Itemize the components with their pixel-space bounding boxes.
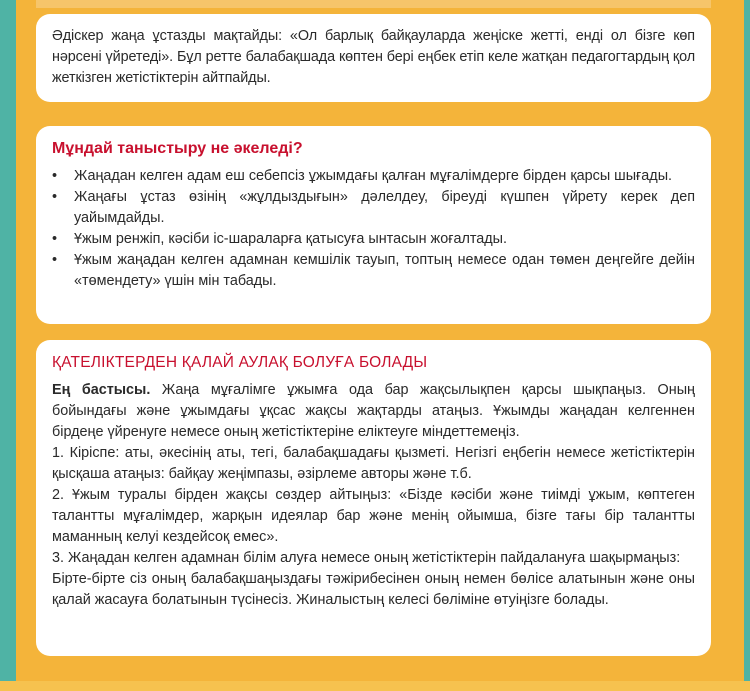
bullet-text: Ұжым ренжіп, кәсіби іс-шараларға қатысуға ынтасын жоғалтады. [74, 231, 508, 247]
bullet-text: Жаңадан келген адам еш себепсіз ұжымдағы қалған мұғалімдерге бірден қарсы шығады. [74, 168, 673, 184]
bottom-band [0, 681, 750, 691]
intro-card [36, 14, 711, 102]
consequences-heading: Мұндай таныстыру не әкеледі? [52, 140, 303, 157]
top-card-edge [36, 0, 711, 8]
list-item [52, 250, 695, 292]
advice-heading: ҚАТЕЛІКТЕРДЕН ҚАЛАЙ АУЛАҚ БОЛУҒА БОЛАДЫ [52, 354, 428, 371]
lead-text: Жаңа мұғалімге ұжымға ода бар жақсылықпен қарсы шықпаңыз. Оның бойындағы және ұжымдағы ұқсас жақсы жақтарды атаңыз. Ұжымды жаңадан келгеннен бірдеңе үйренуге немесе оның жетістіктеріне еліктеуге міндеттемеңіз. [52, 382, 695, 440]
list-item [52, 229, 695, 250]
bullet-icon: • [52, 231, 58, 247]
right-border-stripe [744, 0, 750, 691]
bullet-icon: • [52, 189, 58, 205]
advice-lead-paragraph [52, 380, 695, 443]
bullet-text: Жаңағы ұстаз өзінің «жұлдыздығын» дәлелдеу, біреуді күшпен үйрету керек деп уайымдайды. [74, 189, 695, 226]
consequences-card [36, 126, 711, 324]
left-border-stripe [0, 0, 16, 691]
advice-item-1: 1. Кіріспе: аты, әкесінің аты, тегі, балабақшадағы қызметі. Негізгі еңбегін немесе жетістіктерін қысқаша атаңыз: байқау жеңімпазы, әзірлеме авторы және т.б. [52, 445, 695, 482]
lead-label: Ең бастысы. [52, 382, 151, 398]
advice-item-2: 2. Ұжым туралы бірден жақсы сөздер айтыңыз: «Бізде кәсіби және тиімді ұжым, көптеген талантты мұғалімдер, жарқын идеялар бар және менің ойымша, бізге тағы бір талантты маманның келуі кездейсоқ емес». [52, 487, 695, 545]
list-item [52, 166, 695, 187]
consequences-list [52, 166, 695, 292]
intro-text: Әдіскер жаңа ұстазды мақтайды: «Ол барлық байқауларда жеңіске жетті, енді ол бізге көп нәрсені үйретеді». Бұл ретте балабақшада көптен бері еңбек етіп келе жатқан педагогтардың қол жеткізген жетістіктерін айтпайды. [52, 28, 695, 86]
advice-item-3: 3. Жаңадан келген адамнан білім алуға немесе оның жетістіктерін пайдалануға шақырмаңыз: [52, 550, 681, 566]
list-item [52, 187, 695, 229]
bullet-icon: • [52, 252, 58, 268]
bullet-text: Ұжым жаңадан келген адамнан кемшілік тауып, топтың немесе одан төмен деңгейге дейін «төмендету» үшін мін табады. [74, 252, 695, 289]
advice-card [36, 340, 711, 656]
advice-closing: Бірте-бірте сіз оның балабақшаңыздағы тәжірибесінен оның немен бөлісе алатынын және оны қалай жасауға болатынын түсінесіз. Жиналыстың келесі бөліміне өтуіңізге болады. [52, 571, 695, 608]
bullet-icon: • [52, 168, 58, 184]
